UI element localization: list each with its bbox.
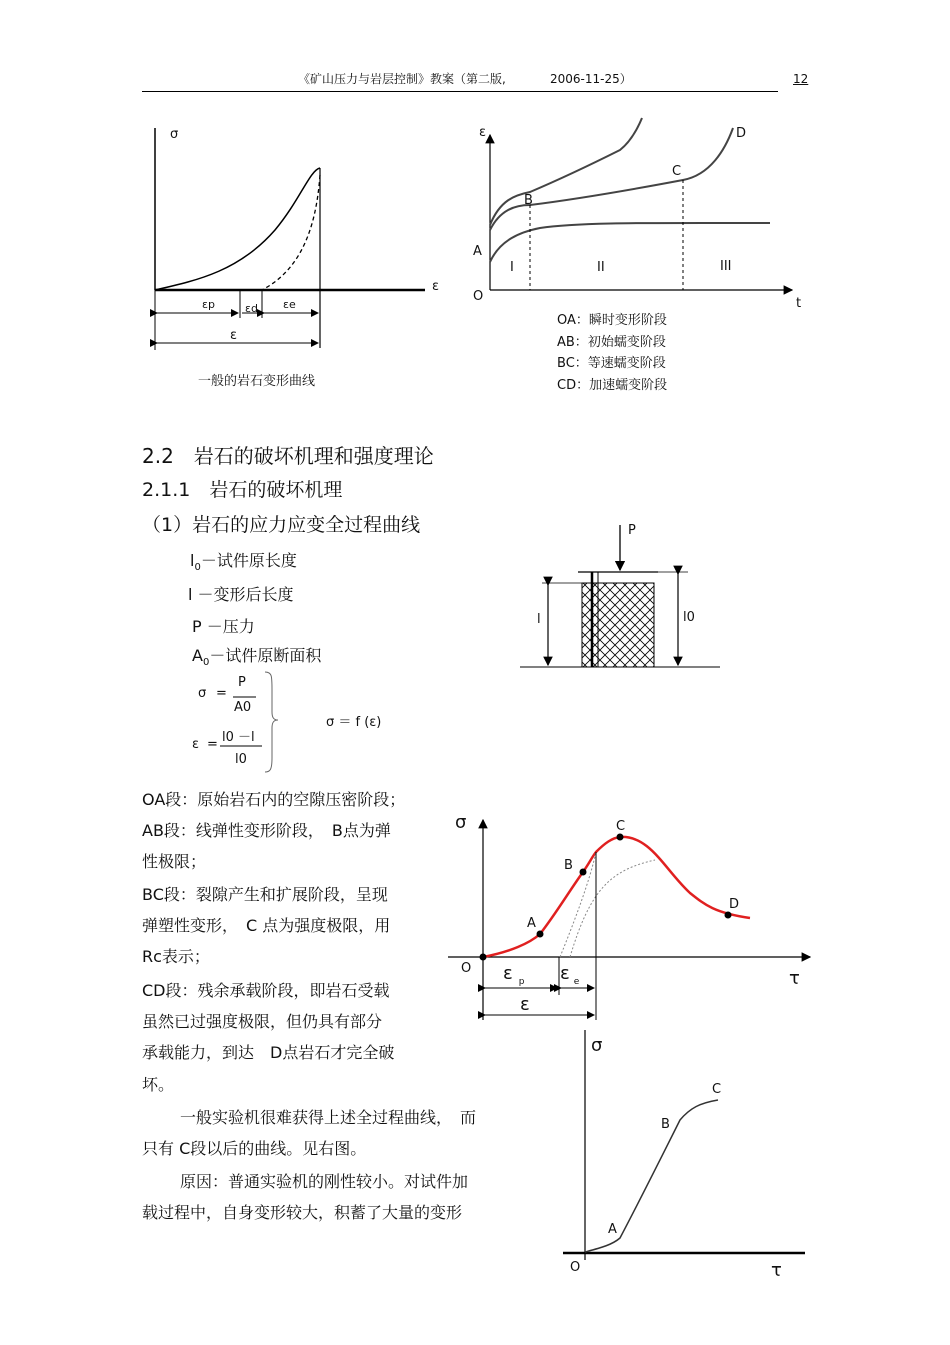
para-cd-3: 承载能力，到达 D点岩石才完全破 [142,1043,395,1062]
fig2-curve-mid [490,128,733,230]
fig2-point-d: D [736,126,747,141]
para-ab-2: 性极限； [142,852,207,871]
formula-eps: ε [192,737,200,752]
fig3-eps-e-label: ε $_e$ [560,963,580,987]
fig3-point-d: D [729,897,740,912]
fig3-origin: O [461,961,472,976]
fig4-x-label: τ [771,1260,782,1281]
page-number: 12 [793,72,809,86]
formula-a0: A0 [234,700,252,715]
fig2-point-a: A [473,244,482,259]
fig3-curve [483,837,750,957]
para-bc-2: 弹塑性变形， C 点为强度极限，用 [142,916,391,935]
fig3-y-label: σ [455,812,467,833]
fig4-origin: O [570,1260,581,1275]
formula-denominator: l0 [235,752,247,767]
fig1-unloading-curve [262,175,320,290]
formula-sigma: σ [198,686,207,701]
fig2-x-label: t [796,296,802,311]
fig2-legend-bc: BC：等速蠕变阶段 [557,356,666,371]
fig2-curve-low [490,223,770,262]
fig2-stage-2: II [597,260,605,275]
fig4-point-c: C [712,1082,722,1097]
formula-brace [265,672,278,772]
fig4-y-label: σ [591,1035,603,1056]
section-heading: 2.2 岩石的破坏机理和强度理论 [142,444,434,468]
fig1-y-label: σ [170,127,179,142]
fig2-y-label: ε [479,125,487,140]
formula-p: P [238,675,246,690]
para-bc-1: BC段：裂隙产生和扩展阶段，呈现 [142,885,388,904]
fig1-eps-label: ε [230,328,238,343]
fig1-eps-e-label: εe [283,298,296,311]
fig4-point-b: B [661,1117,670,1132]
specimen-l-label: l [537,612,541,627]
fig3-dot-o [480,954,487,961]
fig3-eps-p-label: ε $_p$ [503,963,525,987]
fig3-dot-a [537,931,544,938]
def-a0: $A_0-$试件原断面积 [192,646,322,669]
para-p3-1: 原因：普通实验机的刚性较小。对试件加 [180,1172,469,1191]
para-oa: OA段：原始岩石内的空隙压密阶段； [142,790,406,809]
fig3-dot-b [580,869,587,876]
def-p: P －压力 [192,617,255,636]
fig4-point-a: A [608,1222,617,1237]
fig2-legend-ab: AB：初始蠕变阶段 [557,335,666,350]
fig3-point-b: B [564,858,573,873]
fig2-legend-oa: OA：瞬时变形阶段 [557,313,667,328]
fig2-stage-1: I [510,260,514,275]
fig1-loading-curve [155,168,320,290]
para-cd-4: 坏。 [142,1075,175,1094]
fig3-point-a: A [527,916,536,931]
specimen-l0-label: l0 [683,610,695,625]
header-title: 《矿山压力与岩层控制》教案（第二版, [298,72,506,86]
para-p2-1: 一般实验机很难获得上述全过程曲线， 而 [180,1108,477,1127]
fig2-point-b: B [524,193,533,208]
fig3-dot-c [617,834,624,841]
fig3-x-label: τ [789,968,800,989]
fig3-point-c: C [616,819,626,834]
para-p2-2: 只有 C段以后的曲线。见右图。 [142,1139,367,1158]
para-p3-2: 载过程中，自身变形较大，积蓄了大量的变形 [142,1203,463,1222]
header-date: 2006-11-25） [550,72,632,86]
formula-eq-1: = [216,686,227,701]
formula-eq-2: = [207,737,218,752]
specimen-load-label: P [628,523,636,538]
formula-result: σ ＝ f (ε) [326,715,382,730]
fig2-stage-3: III [720,259,732,274]
def-l: l －变形后长度 [188,585,294,604]
fig2-legend-cd: CD：加速蠕变阶段 [557,378,668,393]
fig1-eps-d-label: εd [245,302,258,315]
subsection-heading: 2.1.1 岩石的破坏机理 [142,479,343,501]
fig3-dot-d [725,912,732,919]
fig1-x-label: ε [432,279,440,294]
fig1-caption: 一般的岩石变形曲线 [198,374,316,389]
para-cd-2: 虽然已过强度极限，但仍具有部分 [142,1012,383,1031]
fig1-eps-p-label: εp [202,298,215,311]
formula-numerator: l0 －l [222,730,255,745]
para-ab-1: AB段：线弹性变形阶段， B点为弹 [142,821,391,840]
fig2-origin: O [473,289,484,304]
fig2-point-c: C [672,164,682,179]
fig3-eps-label: ε [520,994,530,1015]
para-cd-1: CD段：残余承载阶段，即岩石受载 [142,981,390,1000]
para-bc-3: Rc表示； [142,947,210,966]
item-heading: （1）岩石的应力应变全过程曲线 [142,514,421,536]
def-l0: $l_0-$试件原长度 [190,551,297,574]
fig4-curve [585,1100,718,1252]
